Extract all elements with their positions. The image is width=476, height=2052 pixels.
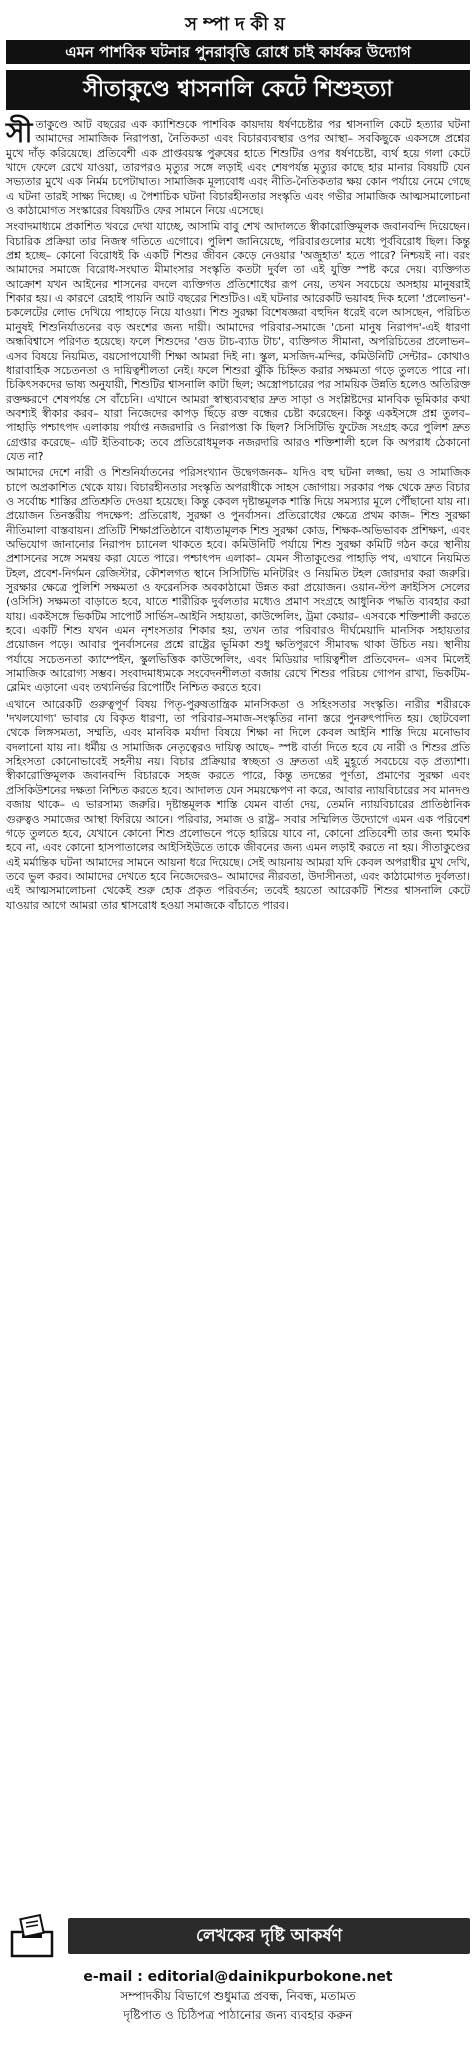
- article-paragraph: আমাদের দেশে নারী ও শিশুনির্যাতনের পরিসংখ্যান উদ্বেগজনক– যদিও বহু ঘটনা লজ্জা, ভয় ও সামাজিক চাপে অপ্রকাশিত থেকে যায়। বিচারহীনতার সংস্কৃতি অপরাধীকে সাহস জোগায়। সরকার পক্ষ থেকে দ্রুত বিচার ও সর্বোচ্চ শাস্তির প্রতিশ্রুতি দেওয়া হয়েছে। কিন্তু কেবল দৃষ্টান্তমূলক শাস্তি দিয়ে সমস্যার মূলে পৌঁছানো যায় না। প্রয়োজন তিনস্তরীয় পদক্ষেপ: প্রতিরোধ, সুরক্ষা ও পুনর্বাসন। প্রতিরোধের ক্ষেত্রে প্রথম কাজ– শিশু সুরক্ষা নীতিমালা বাস্তবায়ন। প্রতিটি শিক্ষাপ্রতিষ্ঠানে বাধ্যতামূলক শিশু সুরক্ষা কোড, শিক্ষক-অভিভাবক প্রশিক্ষণ, এবং অভিযোগ জানানোর নিরাপদ চ্যানেল থাকতে হবে। কমিউনিটি পর্যায়ে শিশু সুরক্ষা কমিটি গঠন করে স্থানীয় প্রশাসনের সঙ্গে সমন্বয় করা যেতে পারে। পশ্চাৎপদ এলাকা– যেমন সীতাকুণ্ডের পাহাড়ি পথ, এখানে নিয়মিত টহল, প্রবেশ-নির্গমন রেজিস্টার, কৌশলগত স্থানে সিসিটিভি মনিটরিং ও নিয়মিত টহল জোরদার করা জরুরি। সুরক্ষার ক্ষেত্রে পুলিশি সক্ষমতা ও ফরেনসিক অবকাঠামো উন্নত করা প্রয়োজন। ওয়ান-স্টপ ক্রাইসিস সেলের (ওসিসি) সক্ষমতা বাড়াতে হবে, যাতে শারীরিক দুর্বলতার মধ্যেও প্রমাণ সংগ্রহে আধুনিক পদ্ধতি ব্যবহার করা যায়। একইসঙ্গে ভিকটিম সাপোর্ট সার্ভিস–আইনি সহায়তা, কাউন্সেলিং, ট্রমা কেয়ার– এসবকে শক্তিশালী করতে হবে। একটি শিশু যখন এমন নৃশংসতার শিকার হয়, তখন তার পরিবারও দীর্ঘমেয়াদি মানসিক সহায়তার প্রয়োজন পড়ে। আবার পুনর্বাসনের প্রশ্নে রাষ্ট্রের ভূমিকা শুধু ক্ষতিপূরণে সীমাবদ্ধ থাকা উচিত নয়। স্থানীয় পর্যায়ে সচেতনতা ক্যাম্পেইন, স্কুলভিত্তিক কাউন্সেলিং, এবং মিডিয়ার দায়িত্বশীল প্রতিবেদন– এসব মিলেই সামাজিক আরোগ্য সম্ভব। সংবাদমাধ্যমকে সংবেদনশীলতা বজায় রেখে শিশুর পরিচয় গোপন রাখা, ভিকটিম-ব্লেমিং এড়ানো এবং তথ্যনির্ভর রিপোর্টিং নিশ্চিত করতে হবে।: [6, 466, 470, 695]
- article-paragraph: সীতাকুণ্ডে আট বছরের এক ক্যাশিশুকে পাশবিক কায়দায় ধর্ষণচেষ্টার পর শ্বাসনালি কেটে হত্যার ঘটনা আমাদের সামাজিক নিরাপত্তা, নৈতিকতা এবং বিচারব্যবস্থার ওপর আস্থা– সবকিছুকে একসঙ্গে প্রশ্নের মুখে দাঁড় করিয়েছে। প্রতিবেশী এক প্রাপ্তবয়স্ক পুরুষের হাতে শিশুটির ওপর ধর্ষণচেষ্টা, ব্যর্থ হয়ে গলা কেটে খাদে ফেলে রেখে যাওয়া, তারপরও মৃত্যুর সঙ্গে লড়াই এবং শেষপর্যন্ত মৃত্যুর কাছে হার মানার বিষয়টি যেন সভ্যতার মুখে এক নির্মম চপেটাঘাত। সামাজিক মূল্যবোধ এবং নীতি-নৈতিকতার ক্ষয় কোন পর্যায়ে নেমে গেছে এ ঘটনা তারই সাক্ষ্য দিচ্ছে। এ পৈশাচিক ঘটনা বিচারহীনতার সংস্কৃতি এবং গভীর সামাজিক আত্মসমালোচনা ও কাঠামোগত সংস্কারের বিষয়টিও ফের সামনে নিয়ে এসেছে।: [6, 116, 470, 218]
- email-address[interactable]: e-mail : editorial@dainikpurbokone.net: [83, 1969, 393, 1985]
- contact-block: [6, 1968, 470, 2025]
- drop-cap: সী: [6, 116, 33, 149]
- article-paragraph: সংবাদমাধ্যমে প্রকাশিত খবরে দেখা যাচ্ছে, আসামি বাবু শেখ আদালতে স্বীকারোক্তিমূলক জবানবন্দি দিয়েছেন। বিচারিক প্রক্রিয়া তার নিজস্ব গতিতে এগোবে। পুলিশ জানিয়েছে, পরিবারগুলোর মধ্যে পূর্ববিরোধ ছিল। কিন্তু প্রশ্ন হচ্ছে– কোনো বিরোধই কি একটি শিশুর জীবন কেড়ে নেওয়ার 'অজুহাত' হতে পারে? নিশ্চয়ই না। বরং আমাদের সমাজে বিরোধ-সংঘাত মীমাংসার সংস্কৃতি কতটা দুর্বল তা এই যুক্তি স্পষ্ট করে দেয়। ব্যক্তিগত আক্রোশ যখন আইনের শাসনের বদলে ব্যক্তিগত প্রতিশোধের রূপ নেয়, তখন সবচেয়ে অসহায় মানুষরাই শিকার হয়। এ কারণে রেহাই পায়নি আট বছরের শিশুটিও। এই ঘটনার আরেকটি ভয়াবহ দিক হলো 'প্রলোভন'-চকলেটের লোভ দেখিয়ে পাহাড়ে নিয়ে যাওয়া। শিশু সুরক্ষা বিশেষজ্ঞরা বহুদিন ধরেই বলে আসছেন, পরিচিত মানুষই শিশুনির্যাতনের বড় অংশের জন্য দায়ী। আমাদের পরিবার-সমাজে 'চেনা মানুষ নিরাপদ'-এই ধারণা অন্ধবিশ্বাসে পরিণত হয়েছে। ফলে শিশুদের 'গুড টাচ-ব্যাড টাচ', ব্যক্তিগত সীমানা, অপরিচিতের প্রলোভন– এসব বিষয়ে নিয়মিত, বয়সোপযোগী শিক্ষা আমরা দিই না। স্কুল, মসজিদ-মন্দির, কমিউনিটি সেন্টার– কোথাও ধারাবাহিক সচেতনতা ও দায়িত্বশীলতা নেই। ফলে শিশুরা ঝুঁকি চিহ্নিত করার সক্ষমতা গড়ে তুলতে পারে না। চিকিৎসকদের ভাষ্য অনুযায়ী, শিশুটির শ্বাসনালি কাটা ছিল; অস্ত্রোপচারের পর সাময়িক উন্নতি হলেও অতিরিক্ত রক্তক্ষরণে শেষপর্যন্ত সে বাঁচেনি। এখানে আমরা স্বাস্থ্যব্যবস্থার দ্রুত সাড়া ও সংশ্লিষ্টদের মানবিক ভূমিকার কথা অবশ্যই স্বীকার করব– যারা নিজেদের কাপড় ছিঁড়ে রক্ত বন্ধের চেষ্টা করেছেন। কিন্তু একইসঙ্গে প্রশ্ন তুলব– পাহাড়ি পশ্চাৎপদ এলাকায় পর্যাপ্ত নজরদারি ও নিরাপত্তা কি ছিল? সিসিটিভি ফুটেজ সংগ্রহ করে পুলিশ দ্রুত গ্রেপ্তার করেছে– এটি ইতিবাচক; তবে প্রতিরোধমূলক নজরদারি আরও শক্তিশালী হলে কি অপরাধ ঠেকানো যেত না?: [6, 220, 470, 463]
- notice-banner-row: [6, 1912, 470, 1960]
- kicker-banner: এমন পাশবিক ঘটনার পুনরাবৃত্তি রোধে চাই কার্যকর উদ্যোগ: [6, 40, 470, 64]
- section-masthead: সম্পাদকীয়: [185, 14, 291, 35]
- headline-banner: সীতাকুণ্ডে শ্বাসনালি কেটে শিশুহত্যা: [6, 70, 470, 110]
- notice-banner: লেখকের দৃষ্টি আকর্ষণ: [68, 1918, 470, 1954]
- article-paragraph: এখানে আরেকটি গুরুত্বপূর্ণ বিষয় পিতৃ-পুরুষতান্ত্রিক মানসিকতা ও সহিংসতার সংস্কৃতি। নারীর শরীরকে 'দখলযোগ্য' ভাবার যে বিকৃত ধারণা, তা পরিবার-সমাজ-সংস্কৃতির নানা স্তরে পুনরুৎপাদিত হয়। ছোটবেলা থেকে লিঙ্গসমতা, সম্মতি, এবং মানবিক মর্যাদা বিষয়ে শিক্ষা না দিলে কেবল আইনি শাস্তি দিয়ে মনোভাব বদলানো যায় না। ধর্মীয় ও সামাজিক নেতৃত্বেরও দায়িত্ব আছে– স্পষ্ট বার্তা দিতে হবে যে নারী ও শিশুর প্রতি সহিংসতা কোনোভাবেই সহনীয় নয়। বিচার প্রক্রিয়ার স্বচ্ছতা ও দ্রুততা এই মুহূর্তে সবচেয়ে বড় প্রত্যাশা। স্বীকারোক্তিমূলক জবানবন্দি বিচারকে সহজ করতে পারে, কিন্তু তদন্তের পূর্ণতা, প্রমাণের সুরক্ষা এবং প্রসিকিউশনের দক্ষতা নিশ্চিত করতে হবে। আদালত যেন সময়ক্ষেপণ না করে, আবার ন্যায়বিচারের সব মানদণ্ড বজায় থাকে– এ ভারসাম্য জরুরি। দৃষ্টান্তমূলক শাস্তি যেমন বার্তা দেয়, তেমনি ন্যায়বিচারের প্রাতিষ্ঠানিক গুরুত্বও সমাজের আস্থা ফিরিয়ে আনে। পরিবার, সমাজ ও রাষ্ট্র– সবার সম্মিলিত উদ্যোগে এমন এক পরিবেশ গড়ে তুলতে হবে, যেখানে কোনো শিশু প্রলোভনে পড়ে হারিয়ে যাবে না, কোনো প্রতিবেশী তার জন্য হুমকি হবে না, এবং কোনো হাসপাতালের আইসিইউতে তাকে জীবনের জন্য এমন লড়াই করতে না হয়। সীতাকুণ্ডের এই মর্মান্তিক ঘটনা আমাদের সামনে আয়না ধরে দিয়েছে। সেই আয়নায় আমরা যদি কেবল অপরাধীর মুখ দেখি, তবে ভুল করব। আমাদের দেখতে হবে নিজেদেরও– আমাদের নীরবতা, উদাসীনতা, এবং কাঠামোগত দুর্বলতা। এই আত্মসমালোচনা থেকেই শুরু হোক প্রকৃত পরিবর্তন; তবেই হয়তো আরেকটি শিশুর শ্বাসনালি কেটে যাওয়ার আগে আমরা তার শ্বাসরোধ হওয়া সমাজকে বাঁচাতে পারব।: [6, 697, 471, 912]
- writer-notice: [6, 1912, 470, 2052]
- notice-text-line-2: দৃষ্টিপাত ও চিঠিপত্র পাঠানোর জন্য ব্যবহার করুন: [123, 2008, 353, 2022]
- notice-text-line-1: সম্পাদকীয় বিভাগে শুধুমাত্র প্রবন্ধ, নিবন্ধ, মতামত: [120, 1989, 356, 2003]
- ballot-box-icon: [6, 1914, 60, 1958]
- article-body: [6, 118, 470, 913]
